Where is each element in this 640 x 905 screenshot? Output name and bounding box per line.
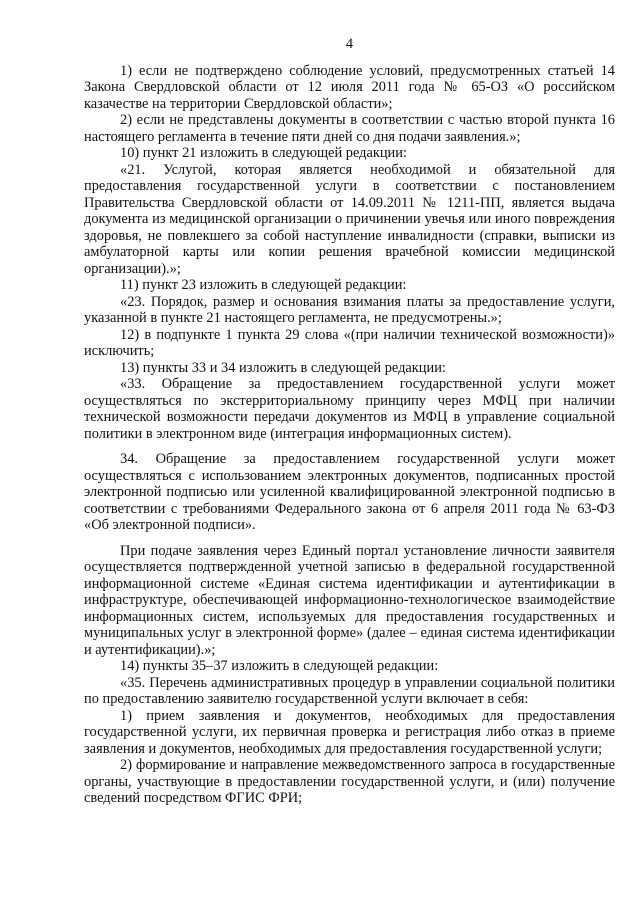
- paragraph-3: 10) пункт 21 изложить в следующей редакции:: [120, 145, 407, 161]
- paragraph-12: 14) пункты 35–37 изложить в следующей редакции:: [120, 658, 439, 674]
- paragraph-7: 12) в подпункте 1 пункта 29 слова «(при наличии технической возможности)» исключить;: [84, 326, 615, 359]
- paragraph-15: 2) формирование и направление межведомственного запроса в государственные органы, участвующие в предоставлении государственной услуги, и (или) получение сведений посредством ФГИС ФРИ;: [84, 757, 615, 806]
- paragraph-14: 1) прием заявления и документов, необходимых для предоставления государственной услуги, их первичная проверка и регистрация либо отказ в приеме заявления и документов, необходимых для предоставления государственной услуги;: [84, 707, 615, 757]
- paragraph-9: «33. Обращение за предоставлением государственной услуги может осуществляться по экстерриториальному принципу через МФЦ при наличии технической возможности передачи документов из МФЦ в управление социальной политики в электронном виде (интеграция информационных систем).: [84, 376, 615, 442]
- paragraph-1: 1) если не подтверждено соблюдение условий, предусмотренных статьей 14 Закона Свердловской области от 12 июля 2011 года № 65-ОЗ «О российском казачестве на территории Свердловской области»;: [84, 62, 615, 112]
- page-number: 4: [345, 36, 354, 52]
- document-page: [84, 36, 615, 807]
- paragraph-5: 11) пункт 23 изложить в следующей редакции:: [120, 277, 407, 293]
- paragraph-4: «21. Услугой, которая является необходимой и обязательной для предоставления государственной услуги в соответствии с постановлением Правительства Свердловской области от 14.09.2011 № 1211-ПП, является выдача документа из медицинской организации о причинении увечья или иного повреждения здоровья, не повлекшего за собой наступление инвалидности (справки, выписки из амбулаторной карты или копии решения врачебной комиссии медицинской организации).»;: [84, 161, 615, 277]
- paragraph-13: «35. Перечень административных процедур в управлении социальной политики по предоставлению заявителю государственной услуги включает в себя:: [84, 674, 615, 707]
- paragraph-2: 2) если не представлены документы в соответствии с частью второй пункта 16 настоящего регламента в течение пяти дней со дня подачи заявления.»;: [84, 112, 615, 145]
- paragraph-8: 13) пункты 33 и 34 изложить в следующей редакции:: [120, 359, 446, 376]
- paragraph-10: 34. Обращение за предоставлением государственной услуги может осуществляться с использованием электронных документов, подписанных простой электронной подписью или усиленной квалифицированной электронной подписью в соответствии с требованиями Федерального закона от 6 апреля 2011 года № 63-ФЗ «Об электронной подписи».: [84, 451, 615, 533]
- paragraph-6: «23. Порядок, размер и основания взимания платы за предоставление услуги, указанной в пункте 21 настоящего регламента, не предусмотрены.»;: [84, 293, 615, 326]
- paragraph-11: При подаче заявления через Единый портал установление личности заявителя осуществляется подтвержденной учетной записью в федеральной государственной информационной системе «Единая система идентификации и аутентификации в инфраструктуре, обеспечивающей информационно-технологическое взаимодействие информационных систем, используемых для предоставления государственных и муниципальных услуг в электронной форме» (далее – единая система идентификации и аутентификации).»;: [84, 542, 615, 658]
